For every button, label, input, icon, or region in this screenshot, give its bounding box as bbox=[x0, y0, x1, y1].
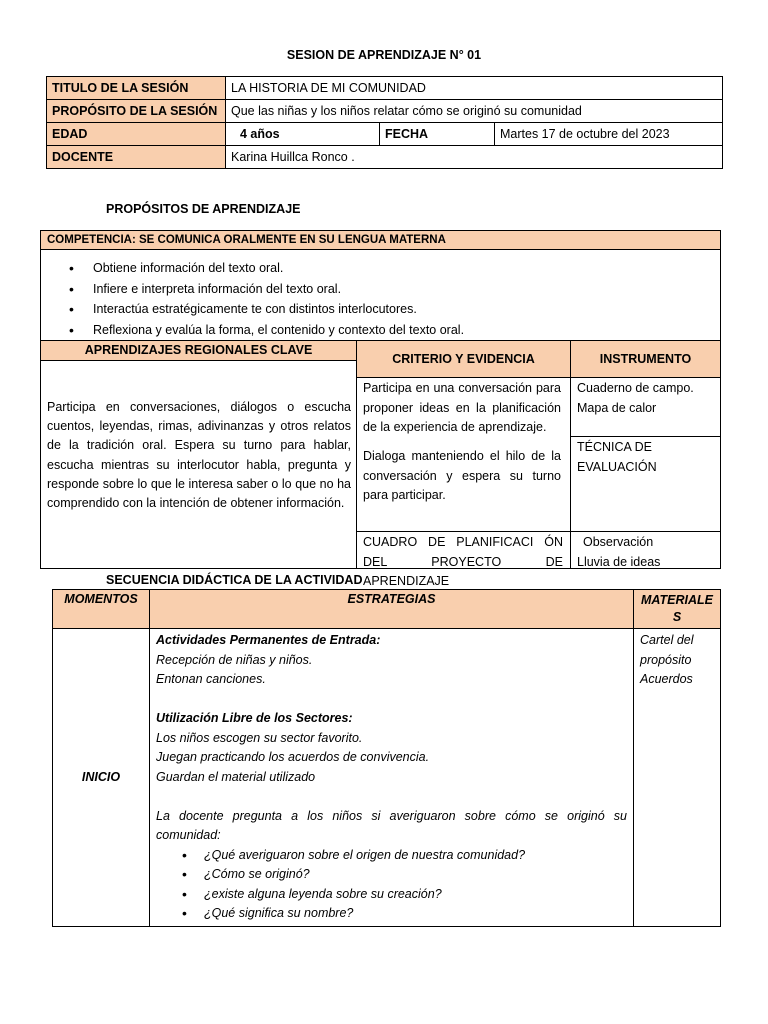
observation-cell bbox=[570, 531, 721, 569]
title-label: TITULO DE LA SESIÓN bbox=[47, 77, 226, 100]
learning-text: Participa en conversaciones, diálogos o escucha cuentos, leyendas, rimas, adivinanzas y otros relatos de la tradición oral. Espera su turno para hablar, escucha mientras su interlocutor habla, pregunta y responde sobre lo que le interesa saber o lo que no ha comprendido con la intención de obtener información. bbox=[47, 400, 351, 511]
teacher-row bbox=[47, 146, 723, 169]
inicio-row bbox=[53, 629, 721, 927]
purpose-label: PROPÓSITO DE LA SESIÓN bbox=[47, 100, 226, 123]
free-sector-activity: Guardan el material utilizado bbox=[156, 769, 316, 784]
capacity-item: • Reflexiona y evalúa la forma, el contenido y contexto del texto oral. bbox=[81, 320, 464, 341]
sequence-table bbox=[52, 589, 721, 927]
title-row bbox=[47, 77, 723, 100]
age-label: EDAD bbox=[47, 123, 226, 146]
instrument-header: INSTRUMENTO bbox=[570, 340, 721, 378]
criteria-text-2: Dialoga manteniendo el hilo de la conversación y espera su turno para participar. bbox=[363, 449, 561, 502]
permanent-activity: Recepción de niñas y niños. bbox=[156, 652, 313, 667]
competency-capacities bbox=[40, 249, 721, 341]
criteria-header: CRITERIO Y EVIDENCIA bbox=[356, 340, 571, 378]
planning-text: CUADRO DE PLANIFICACI ÓN DEL PROYECTO DE APRENDIZAJE bbox=[363, 535, 563, 588]
criteria-text-1: Participa en una conversación para proponer ideas en la planificación de la experiencia de aprendizaje. bbox=[363, 381, 561, 434]
date-value: Martes 17 de octubre del 2023 bbox=[495, 123, 723, 146]
free-sectors-title: Utilización Libre de los Sectores: bbox=[156, 711, 353, 725]
question-item: • ¿Qué significa su nombre? bbox=[156, 904, 627, 924]
planning-cell bbox=[356, 531, 571, 588]
sequence-title: SECUENCIA DIDÁCTICA DE LA ACTIVIDAD bbox=[106, 573, 363, 587]
capacity-list bbox=[81, 258, 464, 340]
observation-text: Observación bbox=[583, 535, 654, 549]
material-item: Acuerdos bbox=[640, 672, 693, 686]
brainstorm-text: Lluvia de ideas bbox=[577, 554, 661, 569]
learning-header: APRENDIZAJES REGIONALES CLAVE bbox=[40, 340, 357, 361]
permanent-activities-title: Actividades Permanentes de Entrada: bbox=[156, 633, 381, 647]
teacher-label: DOCENTE bbox=[47, 146, 226, 169]
competency-header: COMPETENCIA: SE COMUNICA ORALMENTE EN SU LENGUA MATERNA bbox=[40, 230, 721, 250]
criteria-cell bbox=[356, 377, 571, 532]
technique-label: TÉCNICA DE EVALUACIÓN bbox=[577, 440, 657, 474]
moment-inicio: INICIO bbox=[53, 629, 150, 927]
permanent-activity: Entonan canciones. bbox=[156, 672, 266, 686]
learning-cell bbox=[40, 360, 357, 569]
age-value: 4 años bbox=[226, 123, 380, 146]
purpose-row bbox=[47, 100, 723, 123]
age-date-row bbox=[47, 123, 723, 146]
instrument-line-2: Mapa de calor bbox=[577, 400, 657, 415]
instrument-line-1: Cuaderno de campo. bbox=[577, 381, 694, 395]
date-label: FECHA bbox=[380, 123, 495, 146]
question-list bbox=[156, 846, 627, 924]
purposes-title: PROPÓSITOS DE APRENDIZAJE bbox=[106, 202, 301, 216]
free-sector-activity: Los niños escogen su sector favorito. bbox=[156, 730, 363, 745]
capacity-item: • Interactúa estratégicamente te con distintos interlocutores. bbox=[81, 299, 464, 320]
free-sector-activity: Juegan practicando los acuerdos de convivencia. bbox=[156, 750, 430, 764]
capacity-item: • Obtiene información del texto oral. bbox=[81, 258, 464, 279]
materials-cell bbox=[634, 629, 721, 927]
document-title: SESION DE APRENDIZAJE N° 01 bbox=[286, 48, 482, 62]
teacher-value: Karina Huillca Ronco . bbox=[226, 146, 723, 169]
question-intro: La docente pregunta a los niños si averiguaron sobre cómo se originó su comunidad: bbox=[156, 808, 627, 842]
question-item: • ¿Cómo se originó? bbox=[156, 865, 627, 885]
session-info-table bbox=[46, 76, 723, 169]
strategies-cell bbox=[150, 629, 634, 927]
strategies-header: ESTRATEGIAS bbox=[150, 590, 634, 629]
capacity-item: • Infiere e interpreta información del texto oral. bbox=[81, 279, 464, 300]
sequence-header-row bbox=[53, 590, 721, 629]
question-item: • ¿Qué averiguaron sobre el origen de nuestra comunidad? bbox=[156, 846, 627, 866]
title-value: LA HISTORIA DE MI COMUNIDAD bbox=[226, 77, 723, 100]
technique-cell bbox=[570, 436, 721, 532]
instrument-cell bbox=[570, 377, 721, 437]
materials-header: MATERIALES bbox=[634, 590, 721, 629]
purpose-value: Que las niñas y los niños relatar cómo se originó su comunidad bbox=[226, 100, 723, 123]
question-item: • ¿existe alguna leyenda sobre su creación? bbox=[156, 885, 627, 905]
material-item: Cartel del propósito bbox=[640, 633, 694, 667]
moments-header: MOMENTOS bbox=[53, 590, 150, 629]
